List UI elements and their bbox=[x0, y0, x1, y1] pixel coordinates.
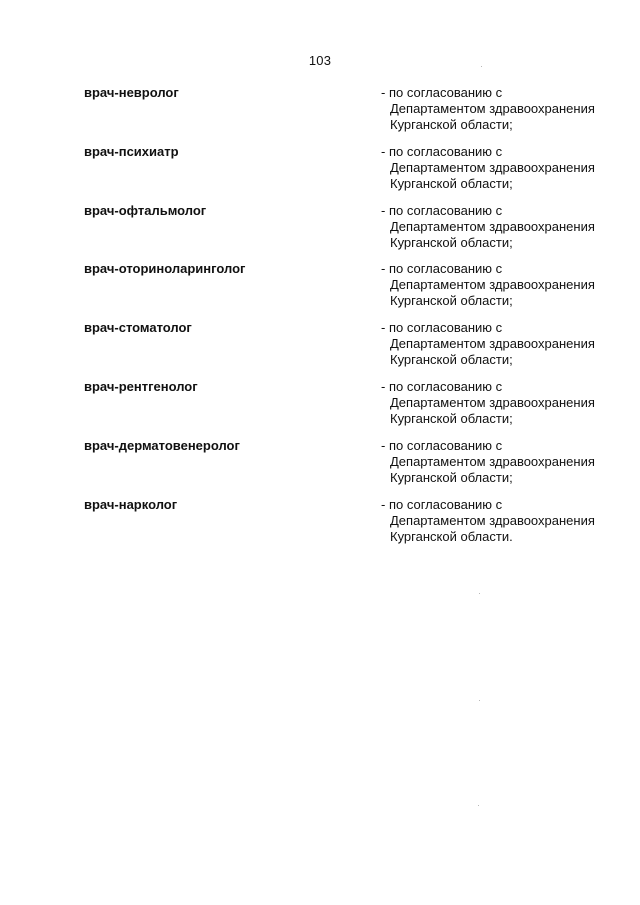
approval-note bbox=[381, 497, 621, 545]
approval-note bbox=[381, 261, 621, 309]
approval-line: Курганской области. bbox=[390, 528, 513, 544]
role-name: врач-офтальмолог bbox=[84, 202, 207, 218]
role-name: врач-нарколог bbox=[84, 496, 178, 512]
approval-line: - по согласованию с bbox=[381, 378, 503, 394]
approval-line: Курганской области; bbox=[390, 469, 513, 485]
approval-note bbox=[381, 144, 621, 192]
role-name: врач-невролог bbox=[84, 85, 179, 100]
role-name: врач-стоматолог bbox=[84, 320, 192, 336]
approval-line: Департаментом здравоохранения bbox=[390, 453, 595, 469]
approval-line: Курганской области; bbox=[390, 352, 513, 368]
approval-list bbox=[0, 85, 640, 555]
list-item bbox=[0, 320, 640, 379]
approval-line: Департаментом здравоохранения bbox=[390, 394, 595, 410]
list-item bbox=[0, 203, 640, 262]
approval-line: Департаментом здравоохранения bbox=[390, 277, 595, 293]
list-item bbox=[0, 261, 640, 320]
approval-line: Департаментом здравоохранения bbox=[390, 218, 595, 234]
list-item bbox=[0, 438, 640, 497]
approval-line: Курганской области; bbox=[390, 175, 513, 191]
role-name: врач-рентгенолог bbox=[84, 378, 198, 394]
approval-line: - по согласованию с bbox=[381, 85, 503, 100]
approval-note bbox=[381, 203, 621, 251]
list-item bbox=[0, 497, 640, 556]
approval-line: Департаментом здравоохранения bbox=[390, 101, 595, 116]
approval-line: - по согласованию с bbox=[381, 202, 503, 218]
approval-line: - по согласованию с bbox=[381, 320, 503, 336]
approval-line: Курганской области; bbox=[390, 410, 513, 426]
approval-line: - по согласованию с bbox=[381, 496, 503, 512]
approval-line: - по согласованию с bbox=[381, 143, 503, 159]
approval-note bbox=[381, 320, 621, 368]
approval-line: - по согласованию с bbox=[381, 261, 503, 277]
approval-line: Курганской области; bbox=[390, 293, 513, 309]
list-item bbox=[0, 379, 640, 438]
approval-line: Департаментом здравоохранения bbox=[390, 159, 595, 175]
list-item bbox=[0, 85, 640, 144]
scan-speck bbox=[481, 66, 482, 67]
role-name: врач-дерматовенеролог bbox=[84, 437, 240, 453]
approval-line: Департаментом здравоохранения bbox=[390, 512, 595, 528]
page-number: 103 bbox=[308, 53, 332, 68]
role-name: врач-психиатр bbox=[84, 143, 179, 159]
approval-line: Курганской области; bbox=[390, 117, 513, 132]
list-item bbox=[0, 144, 640, 203]
approval-line: - по согласованию с bbox=[381, 437, 503, 453]
approval-note bbox=[381, 379, 621, 427]
approval-line: Курганской области; bbox=[390, 234, 513, 250]
approval-note bbox=[381, 85, 621, 133]
approval-line: Департаментом здравоохранения bbox=[390, 336, 595, 352]
scan-speck bbox=[479, 593, 480, 594]
approval-note bbox=[381, 438, 621, 486]
role-name: врач-оториноларинголог bbox=[84, 261, 246, 277]
scan-speck bbox=[478, 805, 479, 806]
scan-speck bbox=[479, 700, 480, 701]
